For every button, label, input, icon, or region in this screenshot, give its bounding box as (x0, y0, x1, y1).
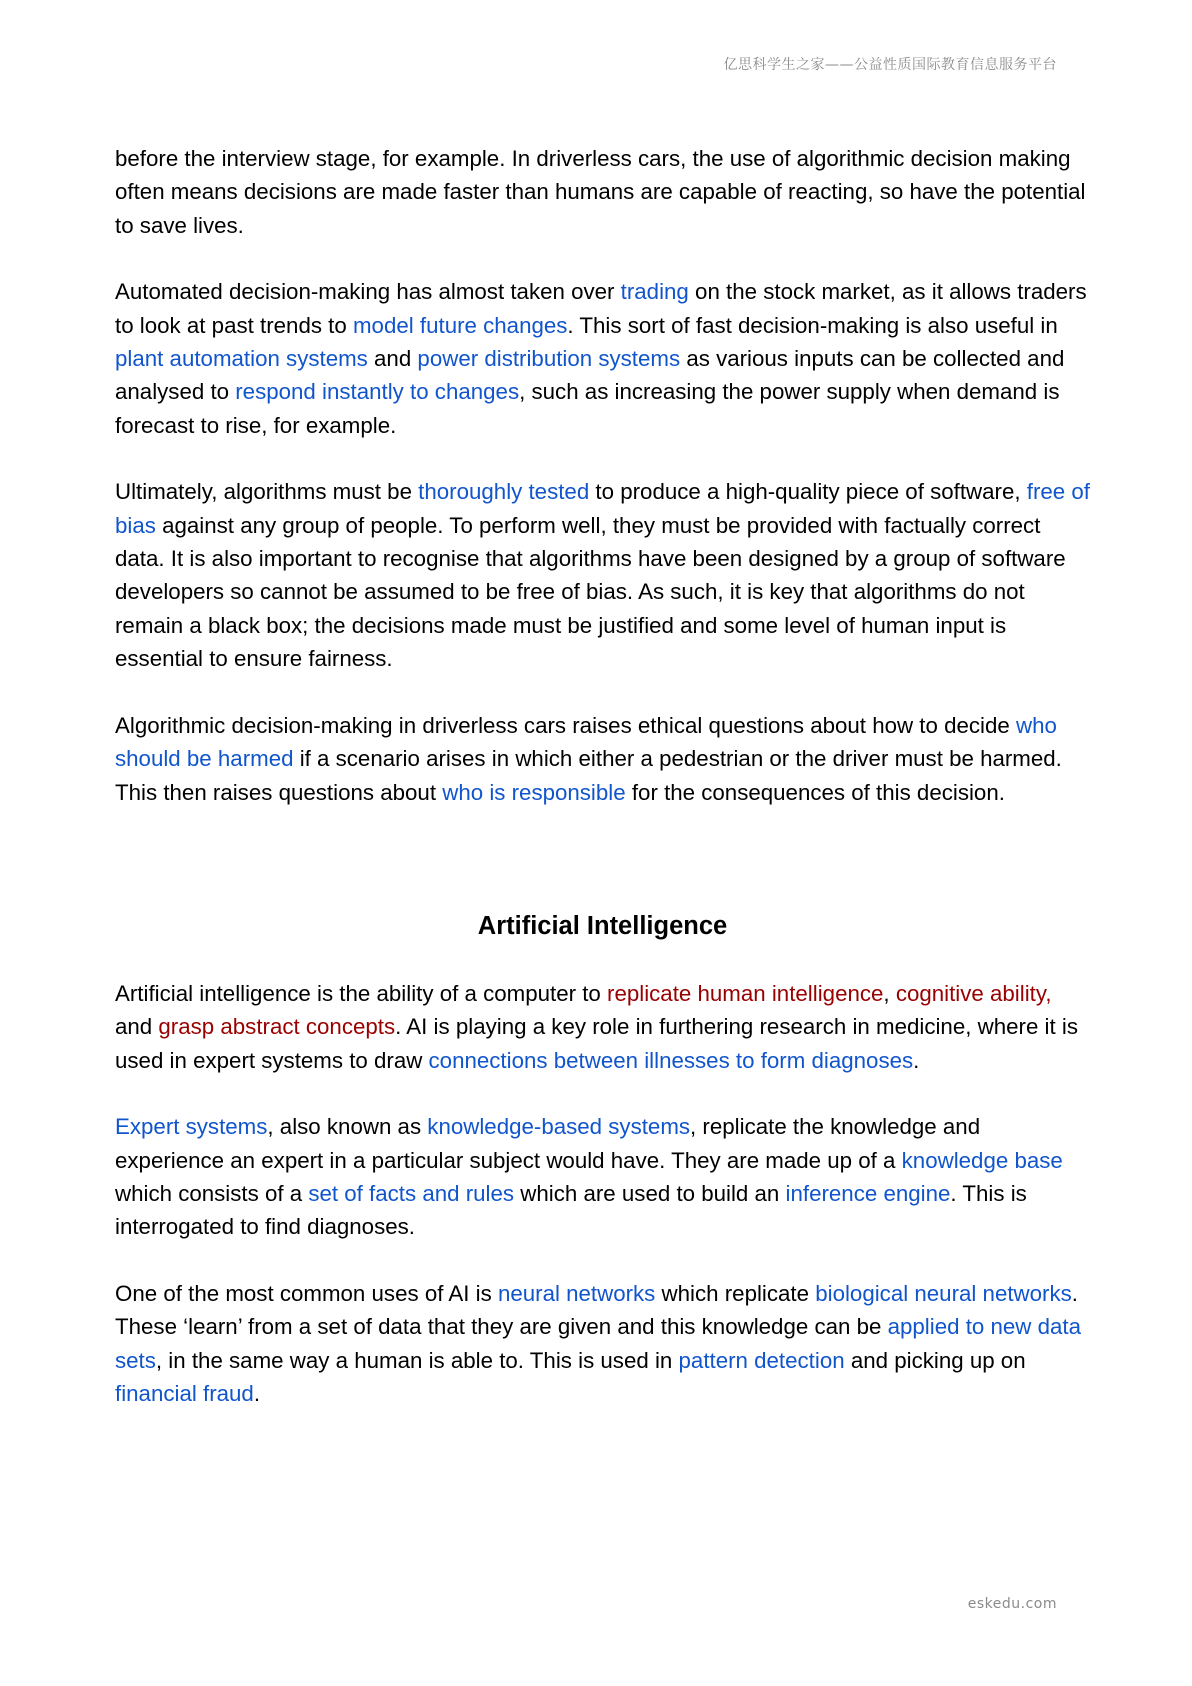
key-term-cognitive-ability: cognitive ability, (895, 980, 1052, 1006)
page-header-tagline: 亿思科学生之家——公益性质国际教育信息服务平台 (723, 57, 1057, 73)
paragraph-text: . (253, 1380, 261, 1406)
link-pattern-detection[interactable]: pattern detection (678, 1347, 845, 1373)
paragraph-text: , (883, 980, 896, 1006)
paragraph-text: . This is interrogated to find diagnoses. (115, 1180, 1027, 1240)
paragraph-algorithm-testing (115, 475, 1090, 675)
link-power-distribution-systems[interactable]: power distribution systems (417, 346, 681, 372)
link-expert-systems[interactable]: Expert systems (115, 1114, 268, 1140)
paragraph-automated-decision-making (115, 275, 1090, 442)
paragraph-text: Artificial intelligence is the ability of a computer to (115, 980, 608, 1006)
section-title-artificial-intelligence: Artificial Intelligence (477, 911, 728, 940)
paragraph-text: which replicate (655, 1280, 816, 1306)
key-term-grasp-abstract-concepts: grasp abstract concepts (158, 1014, 396, 1040)
link-knowledge-base[interactable]: knowledge base (901, 1147, 1063, 1173)
link-respond-instantly[interactable]: respond instantly to changes (235, 379, 520, 405)
link-model-future-changes[interactable]: model future changes (352, 312, 568, 338)
link-thoroughly-tested[interactable]: thoroughly tested (418, 479, 590, 505)
paragraph-text: if a scenario arises in which either a pedestrian or the driver must be harmed. This then raises questions about (115, 746, 1062, 805)
link-neural-networks[interactable]: neural networks (497, 1280, 656, 1306)
paragraph-text: One of the most common uses of AI is (115, 1280, 498, 1306)
link-connections-between-illnesses[interactable]: connections between illnesses to form diagnoses (428, 1047, 914, 1073)
paragraph-ai-definition (115, 977, 1090, 1077)
paragraph-text: against any group of people. To perform well, they must be provided with factually correct data. It is also important to recognise that algorithms have been designed by a group of software developers so cannot be assumed to be free of bias. As such, it is key that algorithms do not remain a black box; the decisions made must be justified and some level of human input is essential to ensure fairness. (115, 512, 1066, 672)
paragraph-text: , replicate the knowledge and experience an expert in a particular subject would have. They are made up of a (115, 1114, 981, 1173)
paragraph-text: Automated decision-making has almost taken over (115, 279, 621, 305)
link-financial-fraud[interactable]: financial fraud (115, 1380, 254, 1406)
link-plant-automation-systems[interactable]: plant automation systems (115, 346, 368, 372)
paragraph-text: . This sort of fast decision-making is also useful in (567, 312, 1058, 338)
paragraph-driverless-decisions (115, 142, 1090, 242)
paragraph-text: as various inputs can be collected and analysed to (115, 346, 1065, 405)
paragraph-text: and (367, 346, 418, 372)
link-knowledge-based-systems[interactable]: knowledge-based systems (427, 1114, 691, 1140)
link-biological-neural-networks[interactable]: biological neural networks (815, 1280, 1072, 1306)
link-trading[interactable]: trading (620, 279, 689, 305)
paragraph-text: and picking up on (844, 1347, 1026, 1373)
link-who-should-be-harmed[interactable]: who should be harmed (115, 712, 1057, 772)
paragraph-neural-networks (115, 1277, 1090, 1411)
paragraph-text: to produce a high-quality piece of software, (589, 479, 1027, 505)
paragraph-expert-systems (115, 1110, 1090, 1244)
key-term-replicate-human-intelligence: replicate human intelligence (607, 980, 884, 1006)
paragraph-text: before the interview stage, for example. In driverless cars, the use of algorithmic decision making often means decisions are made faster than humans are capable of reacting, so have the potential to save lives. (115, 146, 1086, 238)
document-body (115, 142, 1090, 1443)
paragraph-text: . (913, 1047, 920, 1073)
paragraph-text: , such as increasing the power supply when demand is forecast to rise, for example. (115, 379, 1060, 438)
paragraph-text: which consists of a (115, 1180, 309, 1206)
paragraph-text: . AI is playing a key role in furthering research in medicine, where it is used in expert systems to draw (115, 1014, 1078, 1073)
paragraph-text: for the consequences of this decision. (625, 779, 1005, 805)
paragraph-text: . These ‘learn’ from a set of data that they are given and this knowledge can be (115, 1280, 1078, 1340)
paragraph-text: , also known as (267, 1114, 428, 1140)
paragraph-text: on the stock market, as it allows traders to look at past trends to (115, 279, 1087, 338)
link-who-is-responsible[interactable]: who is responsible (442, 779, 626, 805)
paragraph-text: Algorithmic decision-making in driverless cars raises ethical questions about how to decide (115, 712, 1016, 738)
paragraph-driverless-ethics (115, 709, 1090, 809)
paragraph-text: which are used to build an (514, 1180, 786, 1206)
link-applied-to-new-data-sets[interactable]: applied to new data sets (115, 1314, 1081, 1373)
link-free-of-bias[interactable]: free of bias (115, 479, 1090, 538)
link-set-of-facts-and-rules[interactable]: set of facts and rules (308, 1180, 515, 1206)
paragraph-text: , in the same way a human is able to. This is used in (155, 1347, 679, 1373)
paragraph-text: Ultimately, algorithms must be (115, 479, 419, 505)
paragraph-text: and (115, 1014, 159, 1040)
link-inference-engine[interactable]: inference engine (785, 1180, 951, 1206)
page-footer-domain: eskedu.com (967, 1596, 1057, 1612)
